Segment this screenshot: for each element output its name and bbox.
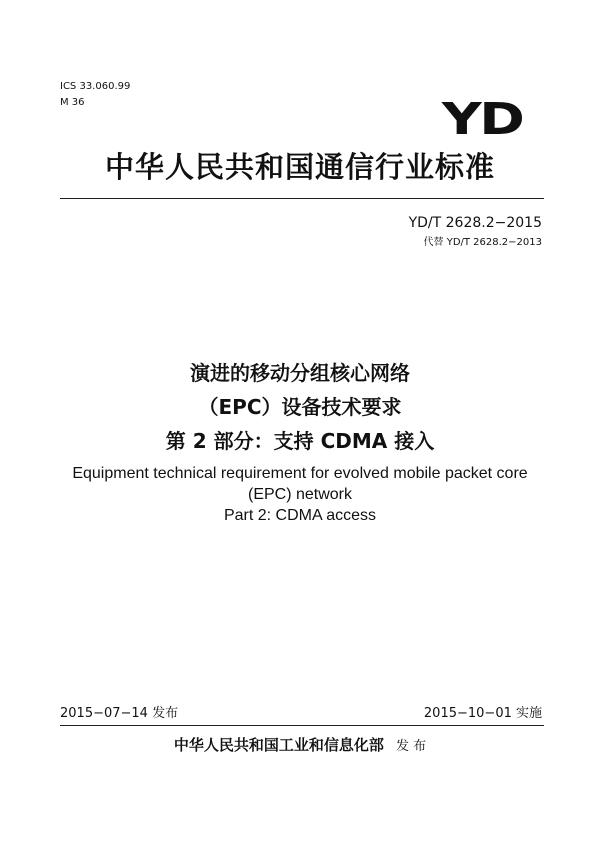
chinese-title-line-1: 演进的移动分组核心网络 <box>190 361 410 385</box>
english-title-line-1: Equipment technical requirement for evolved mobile packet core <box>72 465 528 482</box>
standard-number: YD/T 2628.2−2015 <box>408 215 542 231</box>
english-title-line-2: (EPC) network <box>247 486 353 503</box>
publish-verb: 发 布 <box>395 739 427 754</box>
chinese-title <box>0 356 600 458</box>
chinese-title-line-3: 第 2 部分：支持 CDMA 接入 <box>165 429 435 453</box>
yd-logo: YD <box>441 94 522 145</box>
english-title <box>0 463 600 526</box>
ics-code: ICS 33.060.99 <box>60 81 131 92</box>
english-title-line-3: Part 2: CDMA access <box>223 507 377 524</box>
replaces-standard: 代替 YD/T 2628.2−2013 <box>423 237 542 248</box>
bottom-divider <box>60 725 544 726</box>
chinese-title-line-2: （EPC）设备技术要求 <box>198 395 402 419</box>
issue-date: 2015−07−14 发布 <box>60 706 179 721</box>
standard-category-title: 中华人民共和国通信行业标准 <box>104 150 495 184</box>
publisher <box>0 734 600 758</box>
implementation-date: 2015−10−01 实施 <box>423 706 542 721</box>
classification-code: M 36 <box>60 97 85 108</box>
top-divider <box>60 198 544 199</box>
publisher-name: 中华人民共和国工业和信息化部 <box>173 736 384 754</box>
